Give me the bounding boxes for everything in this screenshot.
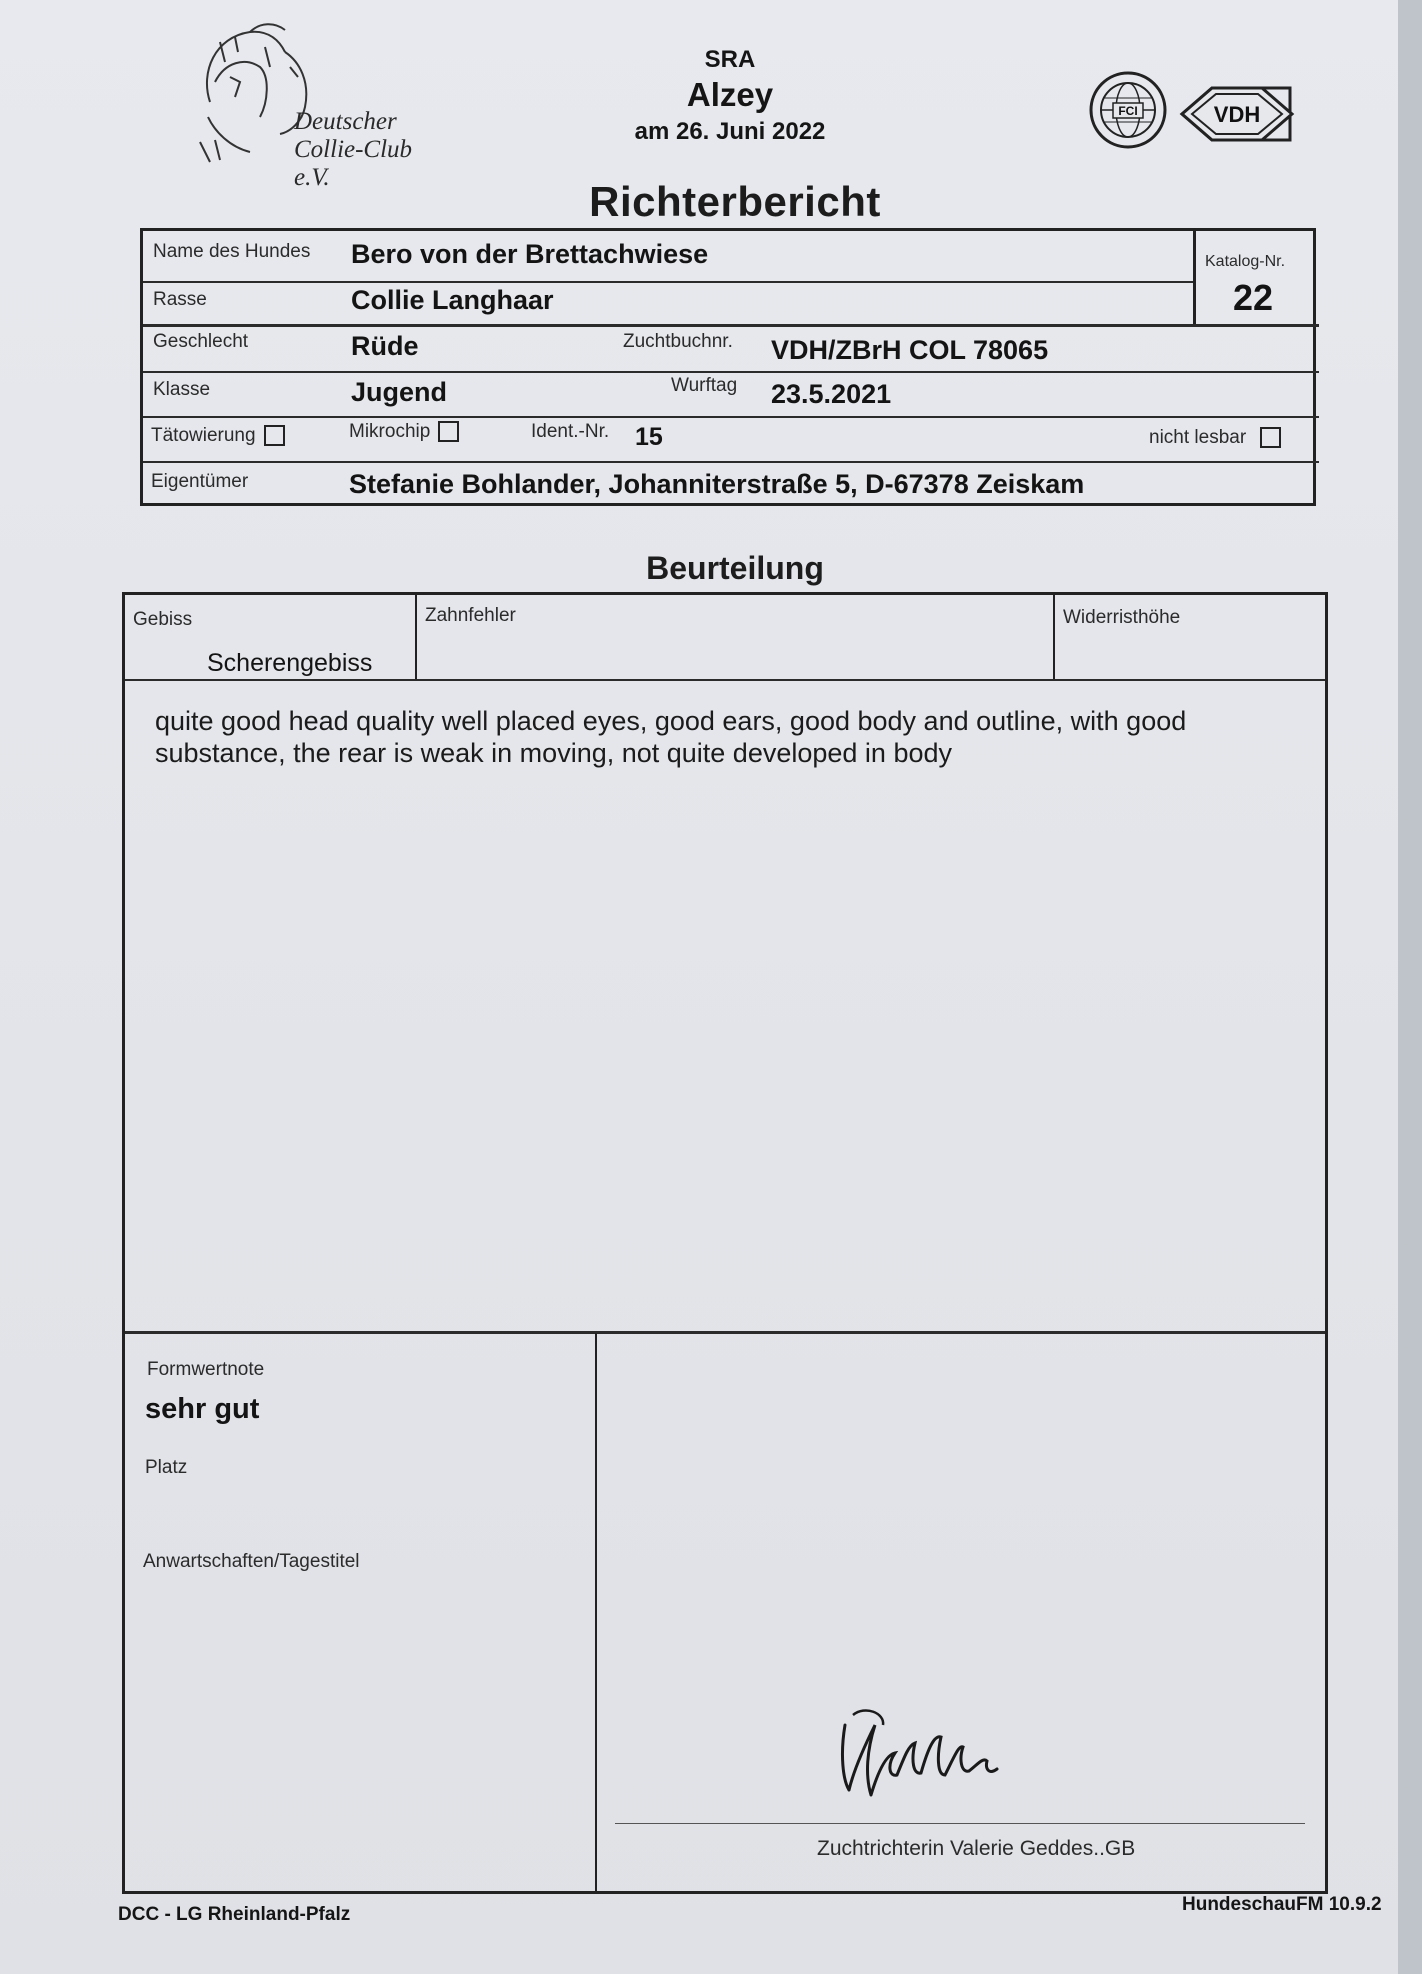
- ident-label: Ident.-Nr.: [531, 421, 610, 442]
- row-divider: [143, 281, 1193, 283]
- studbook-label: Zuchtbuchnr.: [623, 331, 733, 352]
- assessment-box: [122, 592, 1328, 1894]
- fci-logo-text: FCI: [1118, 104, 1138, 118]
- footer-left: DCC - LG Rheinland-Pfalz: [118, 1904, 351, 1925]
- judge-comment: quite good head quality well placed eyes, good ears, good body and outline, with good substance, the rear is weak in moving, not quite developed in body: [155, 706, 1187, 768]
- row-divider: [143, 416, 1319, 418]
- dog-name: Bero von der Brettachwiese: [351, 239, 709, 269]
- column-divider: [1053, 595, 1055, 681]
- unreadable-label: nicht lesbar: [1149, 427, 1247, 448]
- vdh-logo: [1178, 84, 1296, 144]
- club-logo-text: Deutscher Collie-Club e.V.: [294, 108, 413, 191]
- microchip-field: [349, 421, 459, 443]
- row-divider: [143, 461, 1319, 463]
- judge-name: Zuchtrichterin Valerie Geddes..GB: [817, 1837, 1136, 1860]
- microchip-label: Mikrochip: [349, 421, 431, 442]
- bite: Scherengebiss: [207, 649, 373, 677]
- column-divider: [595, 1333, 597, 1893]
- club-logo: [190, 22, 430, 191]
- sex: Rüde: [351, 331, 419, 361]
- dog-details-table: [140, 228, 1316, 506]
- assessment-title: Beurteilung: [646, 550, 824, 586]
- column-divider: [415, 595, 417, 681]
- row-divider: [125, 679, 1325, 681]
- sex-label: Geschlecht: [153, 331, 249, 352]
- titles-label: Anwartschaften/Tagestitel: [143, 1551, 360, 1572]
- class-label: Klasse: [153, 379, 211, 400]
- tattoo-field: [151, 425, 285, 447]
- grade-label: Formwertnote: [147, 1359, 265, 1380]
- breed: Collie Langhaar: [351, 285, 554, 315]
- event-location: Alzey: [686, 76, 774, 113]
- ident-number: 15: [635, 423, 663, 451]
- judge-signature: [825, 1695, 1055, 1805]
- studbook-number: VDH/ZBrH COL 78065: [771, 335, 1049, 365]
- dog-name-label: Name des Hundes: [153, 241, 311, 262]
- row-divider: [143, 371, 1319, 373]
- catalog-label: Katalog-Nr.: [1205, 253, 1286, 270]
- row-divider: [125, 1331, 1325, 1334]
- event-date: am 26. Juni 2022: [634, 118, 826, 145]
- sheet-edge-shadow: [1398, 0, 1422, 1974]
- event-type: SRA: [704, 46, 756, 73]
- tattoo-label: Tätowierung: [151, 425, 256, 446]
- catalog-number: 22: [1233, 277, 1274, 318]
- class: Jugend: [351, 377, 448, 407]
- document-title: Richterbericht: [589, 178, 881, 225]
- vdh-logo-text: VDH: [1213, 102, 1261, 127]
- unreadable-checkbox[interactable]: [1260, 427, 1281, 448]
- height-label: Widerristhöhe: [1063, 607, 1181, 628]
- tooth-faults-label: Zahnfehler: [425, 605, 516, 626]
- birth-date: 23.5.2021: [771, 379, 892, 409]
- vdh-diamond-icon: [1178, 84, 1296, 144]
- bite-label: Gebiss: [133, 609, 193, 630]
- fci-globe-icon: [1088, 70, 1168, 150]
- footer-right: HundeschauFM 10.9.2: [1182, 1894, 1382, 1915]
- breed-label: Rasse: [153, 289, 207, 310]
- grade: sehr gut: [145, 1393, 260, 1425]
- tattoo-checkbox[interactable]: [264, 425, 285, 446]
- place-label: Platz: [145, 1457, 188, 1478]
- row-divider: [143, 324, 1319, 327]
- owner-label: Eigentümer: [151, 471, 249, 492]
- fci-logo: [1088, 70, 1168, 150]
- microchip-checkbox[interactable]: [438, 421, 459, 442]
- unreadable-field: [1149, 427, 1281, 449]
- birth-date-label: Wurftag: [671, 375, 738, 396]
- owner: Stefanie Bohlander, Johanniterstraße 5, D-67378 Zeiskam: [349, 469, 1085, 499]
- signature-line: [615, 1823, 1305, 1824]
- catalog-divider: [1193, 228, 1196, 324]
